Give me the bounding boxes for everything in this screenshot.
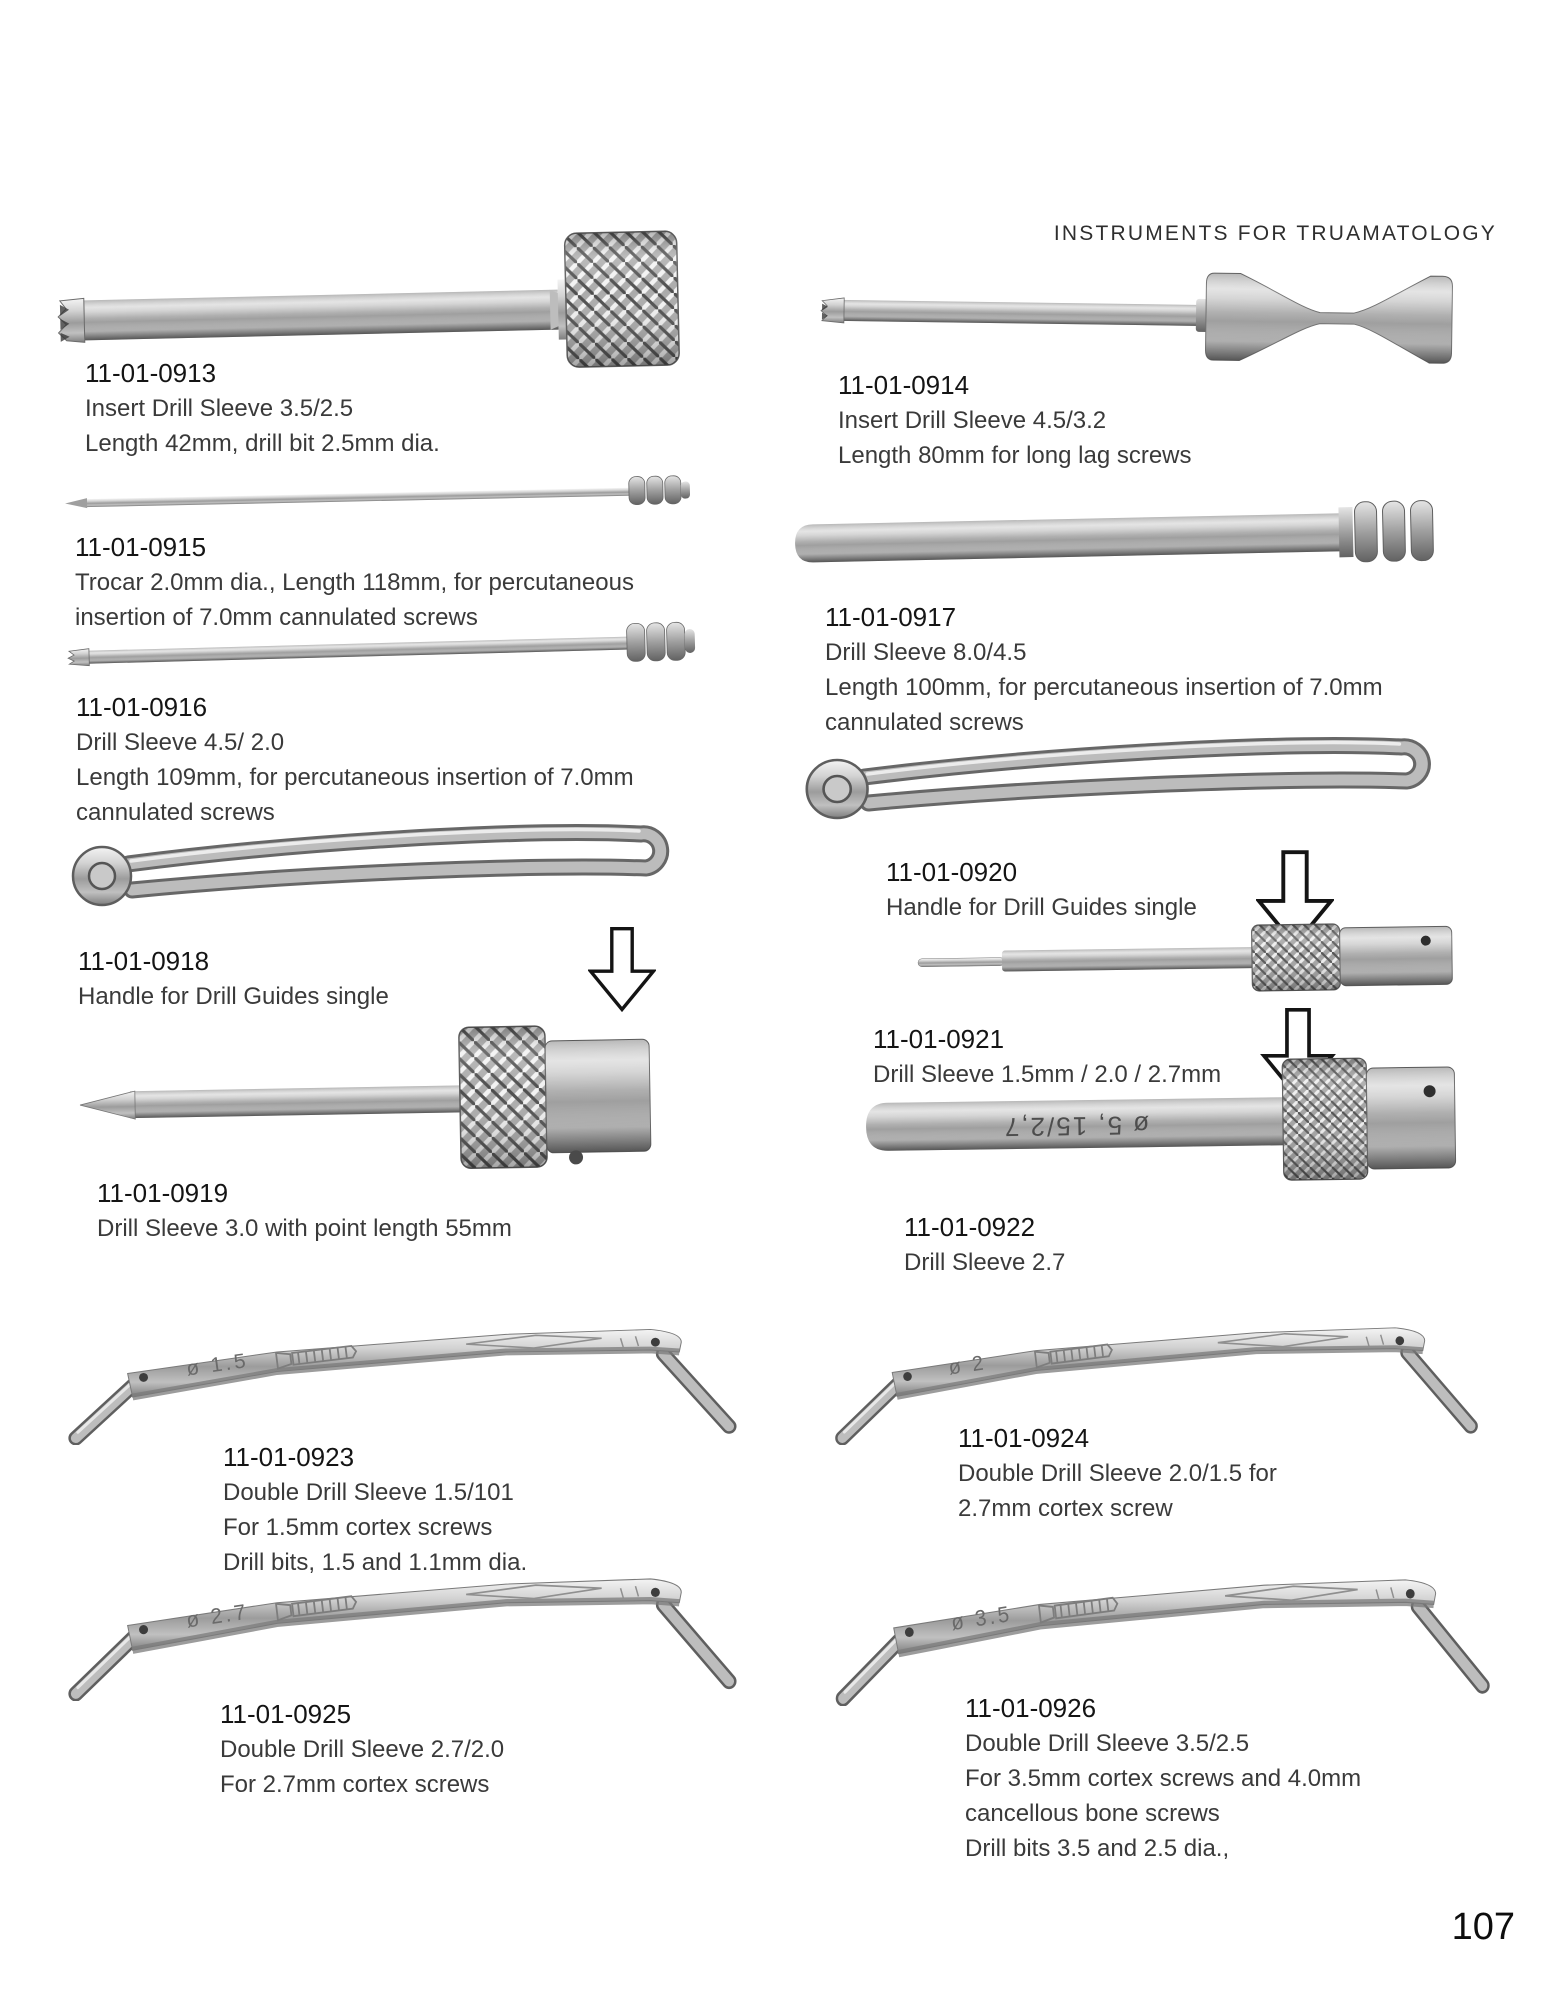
instrument-photo-0920 [789, 725, 1459, 825]
drill-sleeve-8045-image [782, 495, 1448, 579]
page-title: INSTRUMENTS FOR TRUAMATOLOGY [1053, 222, 1497, 245]
item-code: 11-01-0920 [886, 857, 1018, 887]
double-drill-sleeve-image [38, 1303, 745, 1445]
instrument-photo-0915 [63, 472, 694, 521]
item-desc-line: Double Drill Sleeve 3.5/2.5 [965, 1730, 1250, 1757]
sleeve-size-engraving: ø 2 [947, 1350, 988, 1380]
item-desc-line: Drill Sleeve 3.0 with point length 55mm [97, 1215, 512, 1242]
item-desc-line: Handle for Drill Guides single [78, 983, 389, 1010]
item-text-0925 [220, 1697, 504, 1802]
item-text-0917 [825, 600, 1383, 740]
item-desc-line: Double Drill Sleeve 1.5/101 [223, 1479, 514, 1506]
item-text-0916 [76, 690, 634, 830]
item-desc-line: insertion of 7.0mm cannulated screws [75, 604, 478, 631]
item-desc-line: Drill Sleeve 4.5/ 2.0 [76, 729, 285, 756]
instrument-photo-0925 [38, 1551, 745, 1701]
item-desc-line: Trocar 2.0mm dia., Length 118mm, for percutaneous [75, 569, 634, 596]
item-text-0922 [904, 1210, 1065, 1280]
item-desc-line: Length 42mm, drill bit 2.5mm dia. [85, 430, 440, 457]
item-desc-line: Drill bits, 1.5 and 1.1mm dia. [223, 1549, 528, 1576]
instrument-photo-0917 [782, 495, 1448, 579]
item-code: 11-01-0923 [223, 1442, 355, 1472]
item-desc-line: Handle for Drill Guides single [886, 894, 1197, 921]
drill-sleeve-27-image [857, 1055, 1459, 1188]
insert-drill-sleeve-4532-image [813, 264, 1454, 368]
item-desc-line: Insert Drill Sleeve 3.5/2.5 [85, 395, 354, 422]
item-desc-line: Length 80mm for long lag screws [838, 442, 1192, 469]
sleeve-size-engraving: ø 2.7 [184, 1599, 251, 1633]
item-desc-line: Drill Sleeve 2.7 [904, 1249, 1066, 1276]
item-code: 11-01-0922 [904, 1212, 1036, 1242]
item-text-0918 [78, 944, 389, 1014]
instrument-photo-0914 [813, 264, 1454, 368]
item-desc-line: Insert Drill Sleeve 4.5/3.2 [838, 407, 1107, 434]
item-desc-line: Length 100mm, for percutaneous insertion of 7.0mm [825, 674, 1383, 701]
item-desc-line: Drill bits 3.5 and 2.5 dia., [965, 1835, 1230, 1862]
sleeve-size-engraving: ø 3.5 [949, 1601, 1014, 1636]
page-number: 107 [1451, 1906, 1515, 1948]
item-code: 11-01-0913 [85, 358, 217, 388]
handle-drill-guides-image [789, 725, 1459, 825]
item-text-0914 [838, 368, 1192, 473]
item-desc-line: For 1.5mm cortex screws [223, 1514, 493, 1541]
item-code: 11-01-0925 [220, 1699, 352, 1729]
instrument-photo-0926 [806, 1551, 1498, 1706]
trocar-image [63, 472, 694, 521]
item-code: 11-01-0915 [75, 532, 207, 562]
item-code: 11-01-0916 [76, 692, 208, 722]
instrument-photo-0922 [857, 1055, 1459, 1188]
item-text-0913 [85, 356, 440, 461]
double-drill-sleeve-image [38, 1551, 745, 1701]
item-desc-line: cannulated screws [76, 799, 275, 826]
item-code: 11-01-0924 [958, 1423, 1090, 1453]
double-drill-sleeve-image [806, 1551, 1498, 1706]
item-desc-line: 2.7mm cortex screw [958, 1495, 1173, 1522]
item-text-0926 [965, 1691, 1361, 1866]
drill-sleeve-152027-image [914, 917, 1460, 1000]
drill-sleeve-30-image [74, 1022, 666, 1177]
item-text-0919 [97, 1176, 512, 1246]
down-arrow-icon [588, 922, 656, 1017]
item-desc-line: Drill Sleeve 1.5mm / 2.0 / 2.7mm [873, 1061, 1222, 1088]
sleeve-size-engraving: ø 1.5 [184, 1349, 251, 1381]
item-code: 11-01-0918 [78, 946, 210, 976]
sleeve-engraving: ø 5, 15/2,7 [1002, 1110, 1150, 1143]
item-desc-line: Double Drill Sleeve 2.7/2.0 [220, 1736, 505, 1763]
item-text-0920 [886, 855, 1197, 925]
item-desc-line: For 2.7mm cortex screws [220, 1771, 490, 1798]
item-code: 11-01-0914 [838, 370, 970, 400]
item-code: 11-01-0917 [825, 602, 957, 632]
item-desc-line: Drill Sleeve 8.0/4.5 [825, 639, 1027, 666]
item-text-0924 [958, 1421, 1277, 1526]
item-desc-line: Length 109mm, for percutaneous insertion of 7.0mm [76, 764, 634, 791]
item-desc-line: cancellous bone screws [965, 1800, 1220, 1827]
item-desc-line: For 3.5mm cortex screws and 4.0mm [965, 1765, 1362, 1792]
item-desc-line: cannulated screws [825, 709, 1024, 736]
instrument-photo-0919 [74, 1022, 666, 1177]
item-code: 11-01-0926 [965, 1693, 1097, 1723]
item-code: 11-01-0919 [97, 1178, 229, 1208]
item-code: 11-01-0921 [873, 1024, 1005, 1054]
handle-drill-guides-image [56, 812, 696, 912]
item-desc-line: Double Drill Sleeve 2.0/1.5 for [958, 1460, 1277, 1487]
instrument-photo-0923 [38, 1303, 745, 1445]
instrument-photo-0918 [56, 812, 696, 912]
instrument-photo-0921 [914, 917, 1460, 1000]
